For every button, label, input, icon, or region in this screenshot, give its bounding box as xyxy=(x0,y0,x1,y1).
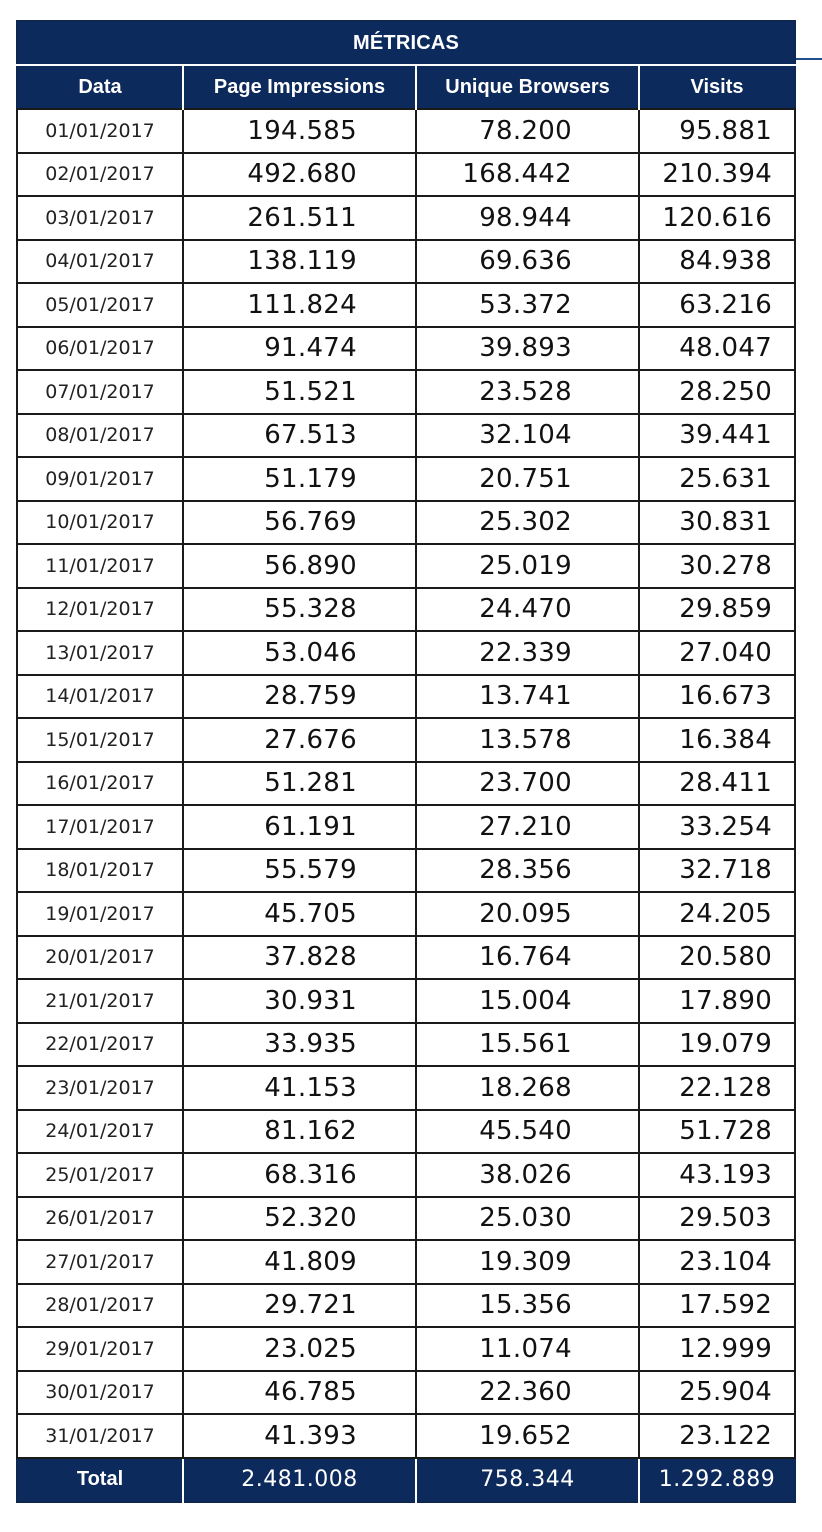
column-header-visits: Visits xyxy=(639,65,795,109)
table-title: MÉTRICAS xyxy=(17,21,795,65)
visits-cell: 22.128 xyxy=(639,1066,795,1110)
page-impressions-cell: 46.785 xyxy=(183,1371,416,1415)
table-row xyxy=(17,1023,795,1067)
total-row xyxy=(17,1458,795,1502)
unique-browsers-cell: 45.540 xyxy=(416,1110,639,1154)
table-row xyxy=(17,327,795,371)
table-row xyxy=(17,631,795,675)
date-cell: 11/01/2017 xyxy=(17,544,183,588)
unique-browsers-cell: 20.751 xyxy=(416,457,639,501)
table-row xyxy=(17,501,795,545)
page-impressions-cell: 55.328 xyxy=(183,588,416,632)
table-row xyxy=(17,588,795,632)
column-header-unique-browsers: Unique Browsers xyxy=(416,65,639,109)
visits-cell: 84.938 xyxy=(639,240,795,284)
date-cell: 08/01/2017 xyxy=(17,414,183,458)
visits-cell: 30.831 xyxy=(639,501,795,545)
date-cell: 16/01/2017 xyxy=(17,762,183,806)
date-cell: 02/01/2017 xyxy=(17,153,183,197)
title-row xyxy=(17,21,795,65)
page-impressions-cell: 45.705 xyxy=(183,892,416,936)
table-row xyxy=(17,892,795,936)
page-impressions-cell: 61.191 xyxy=(183,805,416,849)
visits-cell: 28.411 xyxy=(639,762,795,806)
unique-browsers-cell: 24.470 xyxy=(416,588,639,632)
table-row xyxy=(17,849,795,893)
date-cell: 12/01/2017 xyxy=(17,588,183,632)
visits-cell: 20.580 xyxy=(639,936,795,980)
unique-browsers-cell: 23.528 xyxy=(416,370,639,414)
unique-browsers-cell: 22.339 xyxy=(416,631,639,675)
unique-browsers-cell: 15.356 xyxy=(416,1284,639,1328)
unique-browsers-cell: 23.700 xyxy=(416,762,639,806)
page-impressions-cell: 41.809 xyxy=(183,1240,416,1284)
date-cell: 25/01/2017 xyxy=(17,1153,183,1197)
page-impressions-cell: 33.935 xyxy=(183,1023,416,1067)
table-row xyxy=(17,544,795,588)
table-row xyxy=(17,414,795,458)
table-row xyxy=(17,457,795,501)
total-unique-browsers: 758.344 xyxy=(416,1458,639,1502)
page-impressions-cell: 91.474 xyxy=(183,327,416,371)
page-impressions-cell: 138.119 xyxy=(183,240,416,284)
table-row xyxy=(17,718,795,762)
page-impressions-cell: 28.759 xyxy=(183,675,416,719)
unique-browsers-cell: 13.578 xyxy=(416,718,639,762)
page-impressions-cell: 51.521 xyxy=(183,370,416,414)
page-impressions-cell: 41.153 xyxy=(183,1066,416,1110)
unique-browsers-cell: 38.026 xyxy=(416,1153,639,1197)
visits-cell: 19.079 xyxy=(639,1023,795,1067)
total-label: Total xyxy=(17,1458,183,1502)
unique-browsers-cell: 22.360 xyxy=(416,1371,639,1415)
unique-browsers-cell: 32.104 xyxy=(416,414,639,458)
page-impressions-cell: 41.393 xyxy=(183,1414,416,1458)
date-cell: 30/01/2017 xyxy=(17,1371,183,1415)
visits-cell: 17.890 xyxy=(639,979,795,1023)
unique-browsers-cell: 25.030 xyxy=(416,1197,639,1241)
page-impressions-cell: 23.025 xyxy=(183,1327,416,1371)
table-row xyxy=(17,153,795,197)
table-row xyxy=(17,1066,795,1110)
unique-browsers-cell: 13.741 xyxy=(416,675,639,719)
date-cell: 29/01/2017 xyxy=(17,1327,183,1371)
date-cell: 07/01/2017 xyxy=(17,370,183,414)
visits-cell: 25.631 xyxy=(639,457,795,501)
visits-cell: 24.205 xyxy=(639,892,795,936)
date-cell: 03/01/2017 xyxy=(17,196,183,240)
table-row xyxy=(17,1414,795,1458)
date-cell: 26/01/2017 xyxy=(17,1197,183,1241)
table-row xyxy=(17,196,795,240)
visits-cell: 16.384 xyxy=(639,718,795,762)
table-row xyxy=(17,1240,795,1284)
date-cell: 31/01/2017 xyxy=(17,1414,183,1458)
date-cell: 18/01/2017 xyxy=(17,849,183,893)
table-row xyxy=(17,240,795,284)
column-header-date: Data xyxy=(17,65,183,109)
visits-cell: 17.592 xyxy=(639,1284,795,1328)
unique-browsers-cell: 19.652 xyxy=(416,1414,639,1458)
visits-cell: 120.616 xyxy=(639,196,795,240)
table-row xyxy=(17,1284,795,1328)
table-row xyxy=(17,979,795,1023)
visits-cell: 25.904 xyxy=(639,1371,795,1415)
table-row xyxy=(17,1153,795,1197)
unique-browsers-cell: 19.309 xyxy=(416,1240,639,1284)
visits-cell: 32.718 xyxy=(639,849,795,893)
total-page-impressions: 2.481.008 xyxy=(183,1458,416,1502)
table-row xyxy=(17,1371,795,1415)
date-cell: 28/01/2017 xyxy=(17,1284,183,1328)
page-impressions-cell: 68.316 xyxy=(183,1153,416,1197)
date-cell: 17/01/2017 xyxy=(17,805,183,849)
page-impressions-cell: 56.890 xyxy=(183,544,416,588)
page-impressions-cell: 51.281 xyxy=(183,762,416,806)
unique-browsers-cell: 39.893 xyxy=(416,327,639,371)
date-cell: 13/01/2017 xyxy=(17,631,183,675)
page-impressions-cell: 30.931 xyxy=(183,979,416,1023)
page-impressions-cell: 81.162 xyxy=(183,1110,416,1154)
date-cell: 09/01/2017 xyxy=(17,457,183,501)
table-row xyxy=(17,1110,795,1154)
visits-cell: 43.193 xyxy=(639,1153,795,1197)
unique-browsers-cell: 25.302 xyxy=(416,501,639,545)
table-row xyxy=(17,283,795,327)
date-cell: 01/01/2017 xyxy=(17,109,183,153)
page-impressions-cell: 29.721 xyxy=(183,1284,416,1328)
visits-cell: 29.503 xyxy=(639,1197,795,1241)
header-row xyxy=(17,65,795,109)
date-cell: 10/01/2017 xyxy=(17,501,183,545)
visits-cell: 30.278 xyxy=(639,544,795,588)
table-row xyxy=(17,675,795,719)
page-impressions-cell: 492.680 xyxy=(183,153,416,197)
date-cell: 24/01/2017 xyxy=(17,1110,183,1154)
unique-browsers-cell: 20.095 xyxy=(416,892,639,936)
unique-browsers-cell: 15.561 xyxy=(416,1023,639,1067)
date-cell: 05/01/2017 xyxy=(17,283,183,327)
visits-cell: 16.673 xyxy=(639,675,795,719)
unique-browsers-cell: 11.074 xyxy=(416,1327,639,1371)
page-impressions-cell: 194.585 xyxy=(183,109,416,153)
visits-cell: 210.394 xyxy=(639,153,795,197)
date-cell: 04/01/2017 xyxy=(17,240,183,284)
visits-cell: 29.859 xyxy=(639,588,795,632)
table-row xyxy=(17,762,795,806)
visits-cell: 23.104 xyxy=(639,1240,795,1284)
page-impressions-cell: 53.046 xyxy=(183,631,416,675)
unique-browsers-cell: 78.200 xyxy=(416,109,639,153)
page-impressions-cell: 52.320 xyxy=(183,1197,416,1241)
visits-cell: 27.040 xyxy=(639,631,795,675)
column-header-page-impressions: Page Impressions xyxy=(183,65,416,109)
date-cell: 15/01/2017 xyxy=(17,718,183,762)
table-row xyxy=(17,109,795,153)
visits-cell: 63.216 xyxy=(639,283,795,327)
unique-browsers-cell: 16.764 xyxy=(416,936,639,980)
visits-cell: 33.254 xyxy=(639,805,795,849)
unique-browsers-cell: 25.019 xyxy=(416,544,639,588)
date-cell: 23/01/2017 xyxy=(17,1066,183,1110)
date-cell: 14/01/2017 xyxy=(17,675,183,719)
page-impressions-cell: 55.579 xyxy=(183,849,416,893)
date-cell: 27/01/2017 xyxy=(17,1240,183,1284)
page-impressions-cell: 51.179 xyxy=(183,457,416,501)
table-row xyxy=(17,936,795,980)
unique-browsers-cell: 15.004 xyxy=(416,979,639,1023)
table-row xyxy=(17,805,795,849)
page-impressions-cell: 56.769 xyxy=(183,501,416,545)
visits-cell: 12.999 xyxy=(639,1327,795,1371)
unique-browsers-cell: 18.268 xyxy=(416,1066,639,1110)
date-cell: 20/01/2017 xyxy=(17,936,183,980)
visits-cell: 23.122 xyxy=(639,1414,795,1458)
table-body xyxy=(17,109,795,1458)
unique-browsers-cell: 168.442 xyxy=(416,153,639,197)
visits-cell: 28.250 xyxy=(639,370,795,414)
page-impressions-cell: 67.513 xyxy=(183,414,416,458)
page-impressions-cell: 27.676 xyxy=(183,718,416,762)
page-impressions-cell: 37.828 xyxy=(183,936,416,980)
date-cell: 06/01/2017 xyxy=(17,327,183,371)
page-impressions-cell: 261.511 xyxy=(183,196,416,240)
unique-browsers-cell: 27.210 xyxy=(416,805,639,849)
accent-line xyxy=(795,58,822,60)
unique-browsers-cell: 28.356 xyxy=(416,849,639,893)
page-impressions-cell: 111.824 xyxy=(183,283,416,327)
visits-cell: 51.728 xyxy=(639,1110,795,1154)
table-row xyxy=(17,1327,795,1371)
metrics-table xyxy=(16,20,796,1503)
visits-cell: 39.441 xyxy=(639,414,795,458)
date-cell: 21/01/2017 xyxy=(17,979,183,1023)
table-row xyxy=(17,1197,795,1241)
date-cell: 19/01/2017 xyxy=(17,892,183,936)
unique-browsers-cell: 98.944 xyxy=(416,196,639,240)
visits-cell: 48.047 xyxy=(639,327,795,371)
total-visits: 1.292.889 xyxy=(639,1458,795,1502)
unique-browsers-cell: 69.636 xyxy=(416,240,639,284)
visits-cell: 95.881 xyxy=(639,109,795,153)
date-cell: 22/01/2017 xyxy=(17,1023,183,1067)
unique-browsers-cell: 53.372 xyxy=(416,283,639,327)
table-row xyxy=(17,370,795,414)
